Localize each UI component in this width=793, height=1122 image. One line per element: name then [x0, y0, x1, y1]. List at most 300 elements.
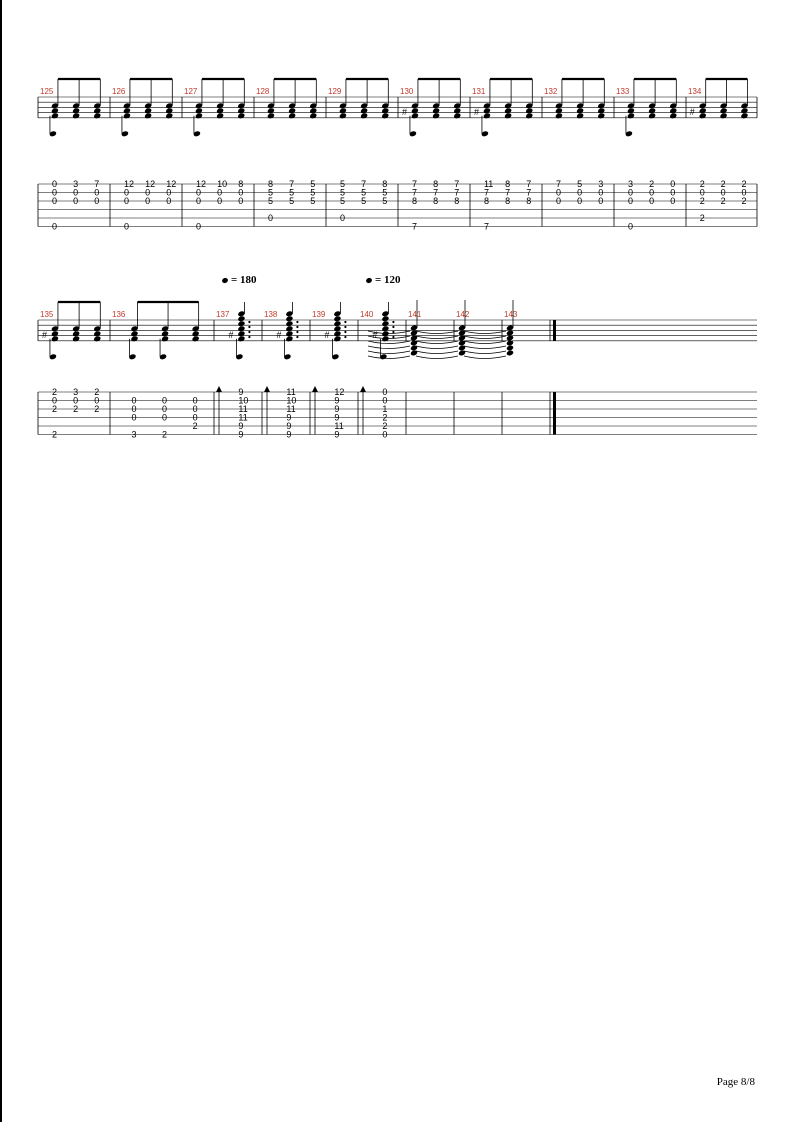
tab-fret-number: 10	[217, 179, 228, 189]
notehead	[285, 325, 293, 332]
tab-fret-number: 0	[94, 395, 100, 406]
tab-fret-number: 5	[382, 196, 388, 206]
quarter-note-icon	[221, 277, 228, 284]
notehead	[72, 112, 80, 119]
notehead	[699, 107, 707, 114]
tab-fret-number: 0	[145, 187, 151, 198]
measure-number: 133	[616, 87, 630, 96]
tab-fret-number: 12	[166, 179, 177, 189]
notehead	[525, 107, 533, 114]
tab-fret-number: 9	[238, 429, 244, 440]
tab-fret-number: 7	[411, 179, 417, 189]
tab-fret-number: 7	[483, 221, 489, 232]
notehead	[333, 330, 341, 337]
notehead	[432, 112, 440, 119]
tab-fret-number: 0	[339, 213, 345, 223]
notehead	[504, 107, 512, 114]
tab-fret-number: 0	[51, 187, 57, 198]
tab-fret-number: 2	[720, 179, 726, 189]
notehead	[381, 325, 389, 332]
tab-fret-number: 0	[195, 196, 201, 206]
tab-fret-number: 2	[192, 421, 198, 431]
notehead	[237, 320, 245, 327]
notehead	[285, 320, 293, 327]
notehead	[93, 335, 101, 342]
tie	[464, 356, 506, 359]
measure-number: 127	[184, 87, 198, 96]
tab-fret-number: 0	[699, 187, 705, 198]
notehead	[740, 107, 748, 114]
notehead	[381, 107, 389, 114]
notehead	[123, 112, 131, 119]
notehead	[144, 112, 152, 119]
notehead	[506, 350, 514, 357]
notehead	[339, 107, 347, 114]
notehead	[216, 107, 224, 114]
notehead	[144, 107, 152, 114]
notehead	[555, 112, 563, 119]
tab-fret-number: 9	[238, 387, 244, 397]
tab-fret-number: 2	[649, 179, 655, 189]
notehead	[237, 325, 245, 332]
notehead	[285, 330, 293, 337]
tab-fret-number: 9	[286, 412, 292, 423]
tab-fret-number: 7	[411, 221, 417, 232]
tab-fret-number: 0	[627, 187, 633, 198]
measure-number: 143	[504, 310, 518, 319]
notehead	[506, 345, 514, 352]
notehead	[381, 315, 389, 322]
tab-fret-number: 11	[334, 421, 344, 431]
tab-fret-number: 5	[361, 187, 367, 198]
tab-fret-number: 11	[238, 412, 248, 423]
dot	[248, 326, 250, 328]
notehead	[51, 107, 59, 114]
notehead	[381, 112, 389, 119]
tab-fret-number: 0	[73, 196, 79, 206]
notehead	[525, 112, 533, 119]
sharp-accidental: #	[324, 329, 330, 340]
notehead	[504, 112, 512, 119]
notehead	[458, 350, 466, 357]
notehead	[288, 112, 296, 119]
tab-fret-number: 0	[627, 221, 633, 232]
tab-fret-number: 5	[339, 179, 345, 189]
tie	[416, 341, 458, 344]
notehead	[285, 315, 293, 322]
notehead	[360, 107, 368, 114]
tie	[464, 331, 506, 334]
tab-fret-number: 8	[267, 179, 273, 189]
notehead	[309, 107, 317, 114]
tab-fret-number: 3	[73, 179, 79, 189]
notehead	[720, 107, 728, 114]
page-number: Page 8/8	[716, 1076, 755, 1088]
dot	[248, 321, 250, 323]
tab-fret-number: 2	[94, 387, 100, 397]
tab-fret-number: 10	[286, 395, 297, 406]
notehead	[161, 330, 169, 337]
measure-number: 139	[312, 310, 326, 319]
notehead	[333, 320, 341, 327]
tab-fret-number: 0	[73, 395, 79, 406]
notehead	[483, 107, 491, 114]
tab-fret-number: 0	[382, 387, 388, 397]
dot	[344, 321, 346, 323]
tab-fret-number: 5	[339, 187, 345, 198]
tempo-label: = 120	[375, 274, 401, 286]
tab-fret-number: 0	[577, 196, 583, 206]
tempo-label: = 180	[231, 274, 257, 286]
tab-fret-number: 0	[555, 196, 561, 206]
tab-fret-number: 0	[123, 196, 129, 206]
notehead	[192, 335, 200, 342]
notehead	[381, 320, 389, 327]
notehead	[161, 335, 169, 342]
tab-fret-number: 5	[339, 196, 345, 206]
tab-fret-number: 8	[238, 179, 244, 189]
measure-number: 130	[400, 87, 414, 96]
tab-fret-number: 7	[483, 187, 489, 198]
notehead	[165, 112, 173, 119]
tab-fret-number: 10	[238, 395, 249, 406]
sharp-accidental: #	[228, 329, 234, 340]
tab-fret-number: 0	[51, 196, 57, 206]
measure-number: 142	[456, 310, 470, 319]
notehead	[597, 112, 605, 119]
tab-fret-number: 11	[286, 387, 296, 397]
notehead	[72, 330, 80, 337]
notehead	[267, 112, 275, 119]
notehead	[483, 112, 491, 119]
measure-number: 136	[112, 310, 126, 319]
tab-fret-number: 0	[598, 187, 604, 198]
tab-fret-number: 0	[131, 404, 137, 414]
tab-fret-number: 5	[267, 187, 273, 198]
measure-number: 126	[112, 87, 126, 96]
notehead	[648, 112, 656, 119]
tab-fret-number: 2	[51, 404, 57, 414]
tab-fret-number: 7	[94, 179, 100, 189]
tab-fret-number: 8	[454, 196, 460, 206]
tab-fret-number: 0	[670, 187, 676, 198]
tab-fret-number: 12	[195, 179, 206, 189]
tab-fret-number: 0	[166, 196, 172, 206]
tab-fret-number: 7	[526, 179, 532, 189]
notehead	[627, 112, 635, 119]
notehead	[51, 112, 59, 119]
tab-fret-number: 5	[310, 187, 316, 198]
tab-fret-number: 0	[94, 187, 100, 198]
tab-fret-number: 5	[310, 179, 316, 189]
tab-fret-number: 9	[238, 421, 244, 431]
tie	[464, 341, 506, 344]
tie	[368, 341, 410, 344]
tab-fret-number: 8	[411, 196, 417, 206]
tab-fret-number: 0	[649, 196, 655, 206]
notehead	[627, 107, 635, 114]
notehead	[72, 335, 80, 342]
strum-arrowhead	[264, 386, 270, 392]
tab-fret-number: 0	[238, 196, 244, 206]
tab-fret-number: 0	[555, 187, 561, 198]
tab-fret-number: 3	[598, 179, 604, 189]
tab-fret-number: 0	[195, 221, 201, 232]
tab-fret-number: 0	[123, 187, 129, 198]
tab-fret-number: 0	[131, 395, 137, 406]
notehead	[648, 107, 656, 114]
notehead	[453, 112, 461, 119]
notehead	[123, 107, 131, 114]
tab-fret-number: 0	[382, 429, 388, 440]
notehead	[51, 335, 59, 342]
final-tab-barline	[553, 392, 556, 435]
tab-fret-number: 3	[73, 387, 79, 397]
tab-fret-number: 0	[741, 187, 747, 198]
tab-fret-number: 2	[73, 404, 79, 414]
notehead	[669, 107, 677, 114]
notehead	[597, 107, 605, 114]
final-barline	[553, 320, 556, 341]
tab-fret-number: 5	[382, 187, 388, 198]
tab-fret-number: 0	[238, 187, 244, 198]
tab-fret-number: 0	[73, 187, 79, 198]
tie	[416, 346, 458, 349]
notehead	[699, 112, 707, 119]
tab-fret-number: 2	[51, 387, 57, 397]
tab-fret-number: 12	[334, 387, 345, 397]
tab-fret-number: 11	[238, 404, 248, 414]
tab-fret-number: 0	[192, 404, 198, 414]
tab-fret-number: 8	[483, 196, 489, 206]
notehead	[285, 335, 293, 342]
tab-fret-number: 7	[411, 187, 417, 198]
tab-fret-number: 1	[382, 404, 388, 414]
measure-number: 134	[688, 87, 702, 96]
tab-fret-number: 7	[454, 179, 460, 189]
measure-number: 141	[408, 310, 422, 319]
notehead	[93, 107, 101, 114]
notehead	[333, 315, 341, 322]
tab-fret-number: 2	[720, 196, 726, 206]
tab-fret-number: 0	[720, 187, 726, 198]
tab-fret-number: 7	[526, 187, 532, 198]
dot	[392, 331, 394, 333]
measure-number: 135	[40, 310, 54, 319]
tab-fret-number: 0	[131, 412, 137, 423]
tab-fret-number: 7	[289, 179, 295, 189]
tab-fret-number: 0	[670, 196, 676, 206]
notehead	[333, 335, 341, 342]
tab-fret-number: 0	[382, 395, 388, 406]
notehead	[267, 107, 275, 114]
tab-fret-number: 7	[433, 187, 439, 198]
tab-fret-number: 7	[555, 179, 561, 189]
dot	[392, 321, 394, 323]
tie	[416, 351, 458, 354]
notehead	[669, 112, 677, 119]
tab-fret-number: 12	[123, 179, 134, 189]
tab-fret-number: 0	[162, 412, 168, 423]
notehead	[192, 330, 200, 337]
notehead	[453, 107, 461, 114]
sharp-accidental: #	[401, 106, 407, 117]
tie	[416, 336, 458, 339]
notehead	[432, 107, 440, 114]
tab-fret-number: 0	[162, 395, 168, 406]
tempo-marking-120	[366, 274, 401, 286]
notehead	[237, 335, 245, 342]
tab-fret-number: 0	[627, 196, 633, 206]
notehead	[237, 315, 245, 322]
tie	[464, 346, 506, 349]
dot	[344, 336, 346, 338]
tab-fret-number: 7	[454, 187, 460, 198]
tab-fret-number: 9	[286, 429, 292, 440]
notehead	[410, 345, 418, 352]
notehead	[237, 112, 245, 119]
notehead	[72, 107, 80, 114]
sharp-accidental: #	[41, 329, 47, 340]
dot	[296, 321, 298, 323]
tab-fret-number: 9	[334, 395, 340, 406]
notehead	[333, 325, 341, 332]
dot	[248, 331, 250, 333]
tab-fret-number: 3	[131, 429, 137, 440]
tab-fret-number: 5	[289, 196, 295, 206]
tie	[416, 331, 458, 334]
tab-fret-number: 0	[217, 187, 223, 198]
tie	[368, 356, 410, 359]
tempo-marking-180	[222, 274, 257, 286]
tab-fret-number: 0	[649, 187, 655, 198]
notehead	[165, 107, 173, 114]
strum-arrowhead	[360, 386, 366, 392]
sharp-accidental: #	[276, 329, 282, 340]
tab-fret-number: 0	[123, 221, 129, 232]
tab-fret-number: 2	[699, 179, 705, 189]
tab-fret-number: 2	[741, 179, 747, 189]
tab-fret-number: 0	[267, 213, 273, 223]
notehead	[237, 107, 245, 114]
tab-fret-number: 9	[334, 412, 340, 423]
tab-fret-number: 0	[51, 221, 57, 232]
notehead	[411, 112, 419, 119]
tab-fret-number: 5	[289, 187, 295, 198]
strum-arrowhead	[312, 386, 318, 392]
dot	[392, 336, 394, 338]
dot	[296, 326, 298, 328]
tie	[464, 351, 506, 354]
notehead	[555, 107, 563, 114]
notehead	[195, 107, 203, 114]
notehead	[216, 112, 224, 119]
dot	[248, 336, 250, 338]
tab-fret-number: 8	[505, 196, 511, 206]
notehead	[130, 335, 138, 342]
notehead	[410, 350, 418, 357]
notehead	[740, 112, 748, 119]
measure-number: 138	[264, 310, 278, 319]
tab-fret-number: 8	[505, 179, 511, 189]
notehead	[339, 112, 347, 119]
tab-fret-number: 11	[286, 404, 296, 414]
tab-fret-number: 8	[382, 179, 388, 189]
tab-fret-number: 3	[627, 179, 633, 189]
notehead	[237, 330, 245, 337]
measure-number: 131	[472, 87, 486, 96]
tab-fret-number: 0	[94, 196, 100, 206]
tab-fret-number: 8	[433, 196, 439, 206]
notehead	[130, 330, 138, 337]
tab-fret-number: 7	[361, 179, 367, 189]
dot	[344, 326, 346, 328]
measure-number: 137	[216, 310, 230, 319]
tab-fret-number: 9	[286, 421, 292, 431]
tab-fret-number: 0	[598, 196, 604, 206]
notehead	[576, 112, 584, 119]
tab-fret-number: 2	[51, 429, 57, 440]
tab-fret-number: 0	[51, 395, 57, 406]
notehead	[195, 112, 203, 119]
tab-fret-number: 0	[192, 412, 198, 423]
tab-fret-number: 0	[195, 187, 201, 198]
tie	[416, 356, 458, 359]
tab-fret-number: 0	[217, 196, 223, 206]
tab-fret-number: 11	[483, 179, 494, 189]
tie	[368, 351, 410, 354]
tab-fret-number: 2	[382, 421, 388, 431]
tab-fret-number: 5	[267, 196, 273, 206]
tab-fret-number: 2	[741, 196, 747, 206]
measure-number: 140	[360, 310, 374, 319]
sharp-accidental: #	[372, 329, 378, 340]
notehead	[458, 345, 466, 352]
tab-fret-number: 5	[310, 196, 316, 206]
notehead	[93, 112, 101, 119]
notehead	[309, 112, 317, 119]
tie	[368, 346, 410, 349]
notehead	[288, 107, 296, 114]
sharp-accidental: #	[689, 106, 695, 117]
tie	[464, 336, 506, 339]
tab-fret-number: 0	[51, 179, 57, 189]
measure-number: 129	[328, 87, 342, 96]
notehead	[411, 107, 419, 114]
notehead	[51, 330, 59, 337]
notehead	[720, 112, 728, 119]
tab-fret-number: 8	[526, 196, 532, 206]
notehead	[576, 107, 584, 114]
tab-fret-number: 5	[577, 179, 583, 189]
dot	[392, 326, 394, 328]
tab-fret-number: 8	[433, 179, 439, 189]
tab-fret-number: 9	[334, 429, 340, 440]
notehead	[93, 330, 101, 337]
quarter-note-icon	[365, 277, 372, 284]
tab-fret-number: 2	[699, 213, 705, 223]
tab-fret-number: 0	[670, 179, 676, 189]
tab-fret-number: 0	[162, 404, 168, 414]
tab-fret-number: 0	[577, 187, 583, 198]
strum-arrowhead	[216, 386, 222, 392]
measure-number: 125	[40, 87, 54, 96]
tab-fret-number: 2	[699, 196, 705, 206]
tab-fret-number: 0	[166, 187, 172, 198]
measure-number: 132	[544, 87, 558, 96]
tab-fret-number: 12	[145, 179, 156, 189]
tab-fret-number: 0	[192, 395, 198, 406]
